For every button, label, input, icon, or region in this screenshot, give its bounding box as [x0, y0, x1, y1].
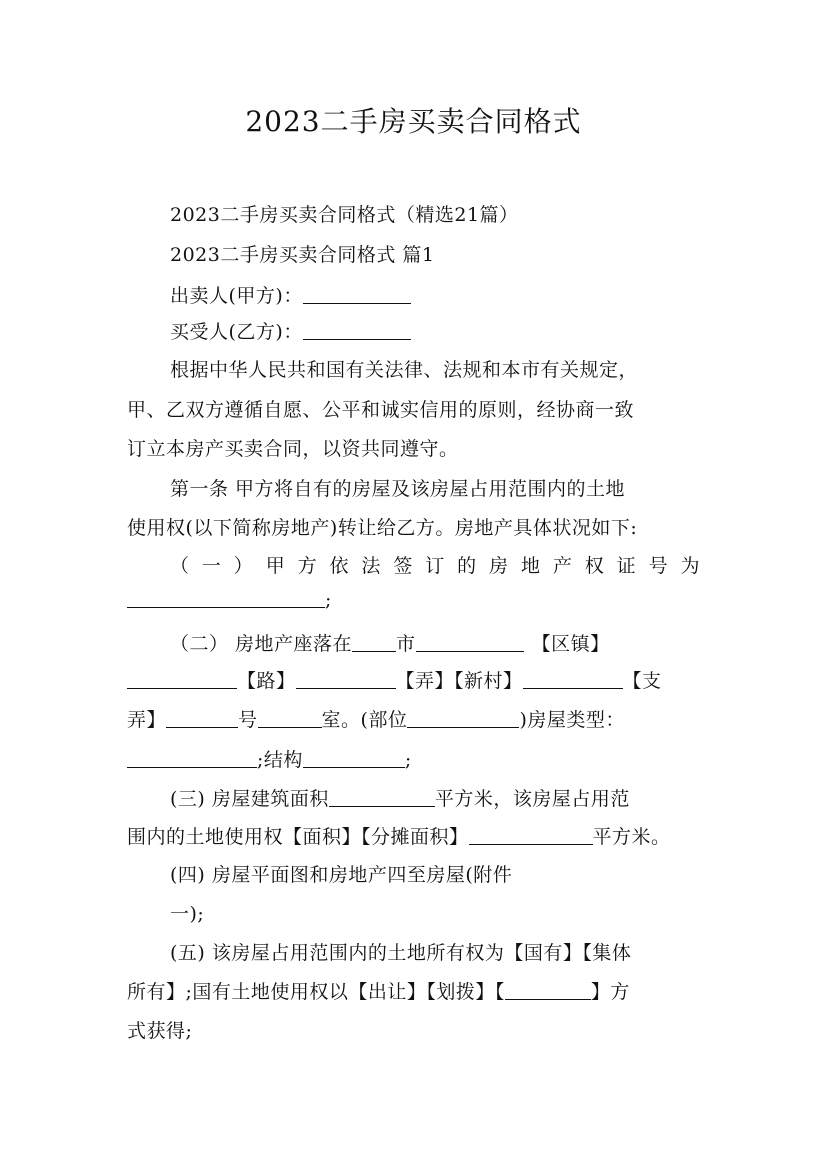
- land-use-label: 围内的土地使用权【面积】【分摊面积】: [127, 826, 469, 848]
- buyer-blank: [303, 321, 411, 340]
- semicolon: ;: [325, 589, 332, 611]
- item-four-line: (四) 房屋平面图和房地产四至房屋(附件: [170, 864, 513, 886]
- paragraph-line: 根据中华人民共和国有关法律、法规和本市有关规定，: [170, 359, 639, 381]
- document-title: 2023二手房买卖合同格式: [245, 105, 582, 138]
- house-type-blank: [127, 749, 257, 768]
- branch-lane-label: 弄】: [127, 709, 167, 731]
- item-five-line: (五) 该房屋占用范围内的土地所有权为【国有】【集体: [170, 942, 632, 964]
- item-two-line: [127, 666, 662, 693]
- buyer-line: [170, 317, 411, 344]
- road-label: 【路】: [237, 670, 296, 692]
- item-two-line: [170, 629, 610, 656]
- city-blank: [352, 633, 396, 652]
- item-two-label: （二） 房地产座落在: [170, 633, 353, 655]
- area-unit-label: 平方米，该房屋占用范: [434, 788, 630, 810]
- item-five-line: 式获得;: [127, 1020, 193, 1042]
- certificate-number-blank: [127, 589, 325, 608]
- item-three-line: [170, 784, 630, 811]
- structure-blank: [303, 749, 405, 768]
- subtitle-line: 2023二手房买卖合同格式（精选21篇）: [170, 204, 519, 226]
- section-heading: 2023二手房买卖合同格式 篇1: [170, 244, 435, 266]
- method-label: 】方: [590, 981, 630, 1003]
- item-one-line: （一）甲方依法签订的房地产权证号为: [170, 555, 700, 577]
- room-blank: [258, 709, 322, 728]
- district-label: 【区镇】: [531, 633, 610, 655]
- lane-label: 【弄】【新村】: [395, 670, 523, 692]
- lane-blank: [296, 670, 396, 689]
- road-blank: [127, 670, 237, 689]
- land-area-blank: [469, 826, 593, 845]
- seller-blank: [303, 285, 411, 304]
- area-blank: [329, 788, 435, 807]
- article-one-line: 第一条 甲方将自有的房屋及该房屋占用范围内的土地: [170, 478, 626, 500]
- number-blank: [166, 709, 238, 728]
- item-three-line: [127, 822, 671, 849]
- room-label: 室。(部位: [321, 709, 408, 731]
- branch-blank: [523, 670, 623, 689]
- semicolon: ;: [404, 749, 412, 771]
- paragraph-line: 甲、乙双方遵循自愿、公平和诚实信用的原则，经协商一致: [127, 399, 635, 421]
- district-blank: [416, 633, 524, 652]
- item-one-blank-line: [127, 589, 332, 611]
- paragraph-line: 订立本房产买卖合同，以资共同遵守。: [127, 438, 459, 460]
- article-one-line: 使用权(以下简称房地产)转让给乙方。房地产具体状况如下:: [127, 517, 638, 539]
- number-label: 号: [238, 709, 258, 731]
- area-label: (三) 房屋建筑面积: [170, 788, 329, 810]
- land-ownership-label: 所有】;国有土地使用权以【出让】【划拨】【: [127, 981, 505, 1003]
- branch-label: 【支: [622, 670, 662, 692]
- item-two-line: [127, 705, 625, 732]
- seller-line: [170, 281, 411, 308]
- item-five-line: [127, 977, 630, 1004]
- item-two-line: [127, 745, 412, 772]
- buyer-label: 买受人(乙方)：: [170, 321, 303, 343]
- structure-label: ;结构: [257, 749, 303, 771]
- seller-label: 出卖人(甲方)：: [170, 285, 303, 307]
- position-blank: [407, 709, 519, 728]
- city-label: 市: [396, 633, 416, 655]
- item-four-line: 一);: [170, 903, 205, 925]
- house-type-label: )房屋类型：: [519, 709, 625, 731]
- acquisition-blank: [505, 981, 591, 1000]
- land-area-unit: 平方米。: [592, 826, 671, 848]
